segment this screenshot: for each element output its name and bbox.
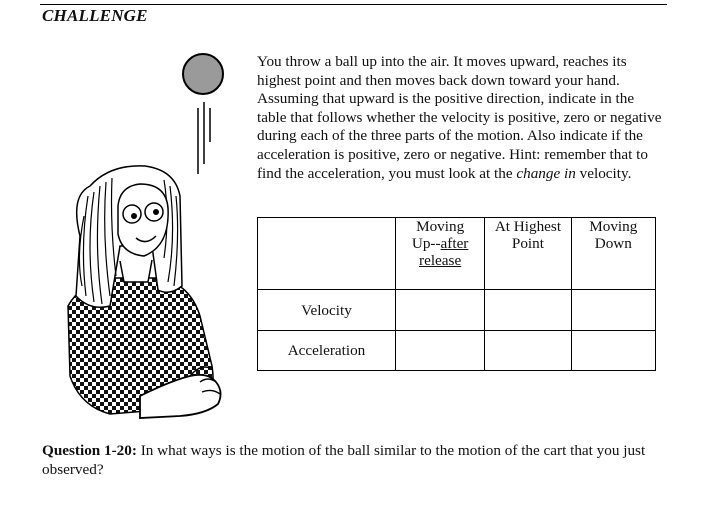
velocity-moving-up-cell[interactable] xyxy=(395,290,484,331)
table-row-velocity xyxy=(258,290,656,331)
acceleration-highest-cell[interactable] xyxy=(485,331,571,371)
header-moving-up-line2 xyxy=(396,235,484,252)
paragraph-end: velocity. xyxy=(575,164,632,182)
header-moving-down xyxy=(571,218,655,290)
paragraph-italic: change in xyxy=(516,164,576,182)
header-moving-up-line3: release xyxy=(419,252,462,269)
header-moving-up-line1: Moving xyxy=(416,218,465,235)
header-moving-up xyxy=(395,218,484,290)
table-row-acceleration xyxy=(258,331,656,371)
row-label-velocity: Velocity xyxy=(258,290,396,331)
header-moving-up-line2a: Up-- xyxy=(411,235,441,252)
paragraph-main: You throw a ball up into the air. It moves upward, reaches its highest point and then moves back down toward your hand. Assuming that upward is the positive direction, indicate in the table that follows whether the velocity is positive, zero or negative during each of the three parts of the motion. Also indicate if the acceleration is positive, zero or negative. Hint: remember that to find the acceleration, you must look at the xyxy=(257,53,662,182)
row-label-acceleration: Acceleration xyxy=(258,331,396,371)
table-header-row xyxy=(258,218,656,290)
header-highest-line1: At Highest xyxy=(494,218,562,235)
question-1-20 xyxy=(42,441,672,479)
ball-icon xyxy=(183,54,223,94)
header-moving-down-line1: Moving xyxy=(589,218,638,235)
header-highest-point xyxy=(485,218,571,290)
top-rule xyxy=(40,4,667,5)
corner-cell xyxy=(258,218,396,290)
motion-table xyxy=(257,217,656,371)
acceleration-moving-down-cell[interactable] xyxy=(571,331,655,371)
header-highest-line2: Point xyxy=(511,235,544,252)
student-throwing-ball-illustration xyxy=(40,46,250,436)
acceleration-moving-up-cell[interactable] xyxy=(395,331,484,371)
question-label: Question 1-20: xyxy=(42,442,137,459)
velocity-highest-cell[interactable] xyxy=(485,290,571,331)
header-moving-up-line2b: after xyxy=(440,235,469,252)
section-heading: CHALLENGE xyxy=(42,6,148,25)
header-moving-down-line2: Down xyxy=(594,235,632,252)
velocity-moving-down-cell[interactable] xyxy=(571,290,655,331)
question-text: In what ways is the motion of the ball similar to the motion of the cart that you just observed? xyxy=(42,442,646,478)
challenge-paragraph xyxy=(257,53,667,183)
